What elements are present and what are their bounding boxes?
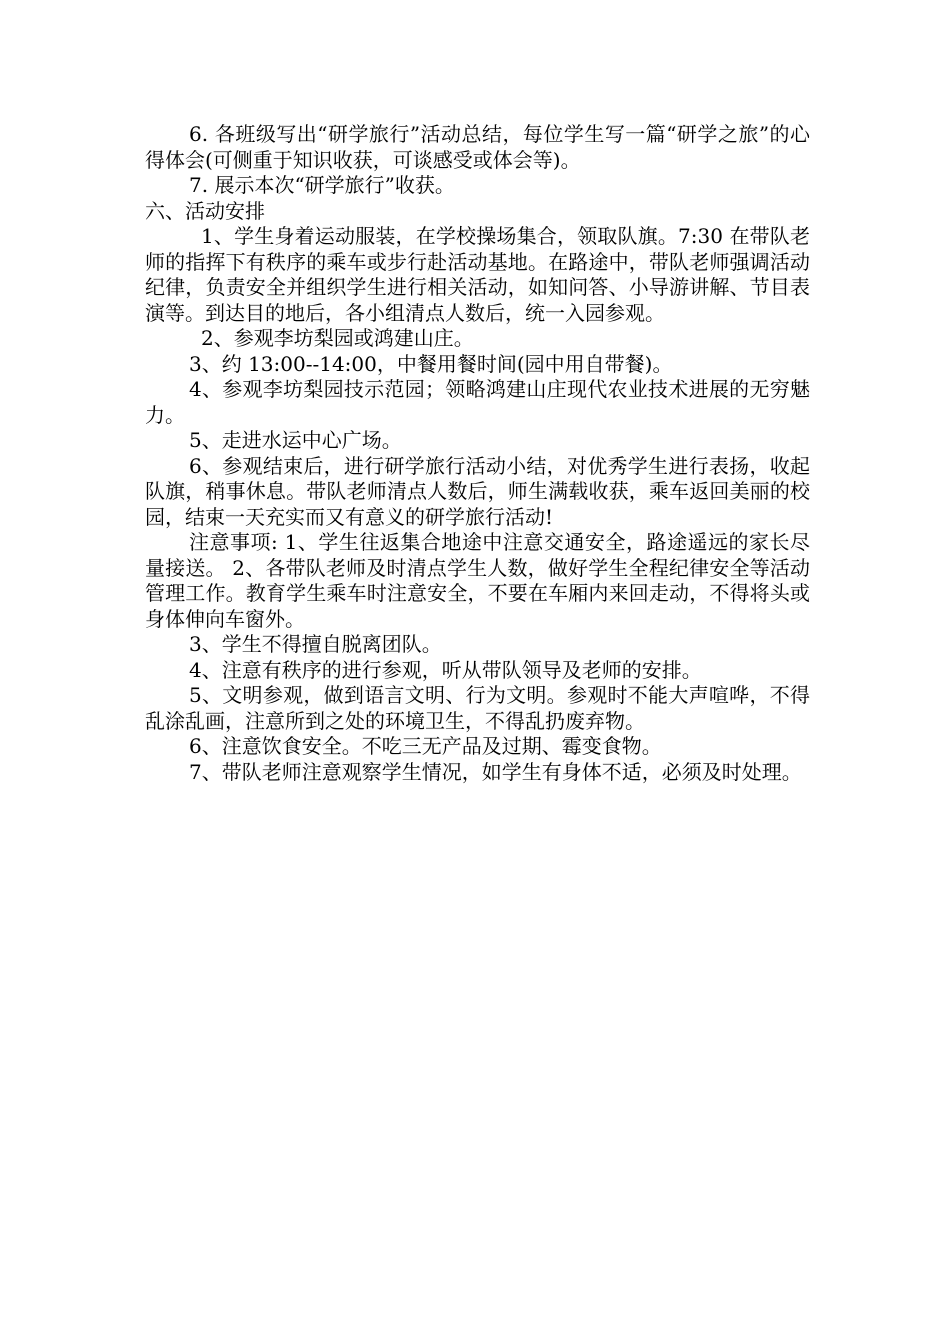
document-body bbox=[145, 122, 810, 785]
paragraph-schedule-6: 6、参观结束后，进行研学旅行活动小结，对优秀学生进行表扬，收起队旗，稍事休息。带队老师清点人数后，师生满载收获，乘车返回美丽的校园，结束一天充实而又有意义的研学旅行活动! bbox=[145, 453, 810, 529]
paragraph-note-7: 7、带队老师注意观察学生情况，如学生有身体不适，必须及时处理。 bbox=[189, 759, 802, 784]
paragraph-notes-intro: 注意事项: 1、学生往返集合地途中注意交通安全，路途遥远的家长尽量接送。 2、各带队老师及时清点学生人数，做好学生全程纪律安全等活动管理工作。教育学生乘车时注意安全，不要在车厢内来回走动，不得将头或身体伸向车窗外。 bbox=[145, 530, 810, 631]
paragraph-schedule-1: 1、学生身着运动服装，在学校操场集合，领取队旗。7:30 在带队老师的指挥下有秩序的乘车或步行赴活动基地。在路途中，带队老师强调活动纪律，负责安全并组织学生进行相关活动，如知问答、小导游讲解、节目表演等。到达目的地后，各小组清点人数后，统一入园参观。 bbox=[145, 224, 810, 325]
paragraph-note-6: 6、注意饮食安全。不吃三无产品及过期、霉变食物。 bbox=[189, 734, 662, 758]
paragraph-summary: 6. 各班级写出“研学旅行”活动总结，每位学生写一篇“研学之旅”的心得体会(可侧重于知识收获，可谈感受或体会等)。 bbox=[145, 122, 810, 172]
paragraph-schedule-4: 4、参观李坊梨园技示范园；领略鸿建山庄现代农业技术进展的无穷魅力。 bbox=[145, 377, 810, 427]
paragraph-show-results: 7. 展示本次“研学旅行”收获。 bbox=[189, 173, 455, 197]
paragraph-schedule-2: 2、参观李坊梨园或鸿建山庄。 bbox=[201, 326, 474, 350]
paragraph-note-5: 5、文明参观，做到语言文明、行为文明。参观时不能大声喧哗，不得乱涂乱画，注意所到之处的环境卫生，不得乱扔废弃物。 bbox=[145, 683, 810, 733]
paragraph-note-3: 3、学生不得擅自脱离团队。 bbox=[189, 632, 442, 656]
paragraph-schedule-3: 3、约 13:00--14:00，中餐用餐时间(园中用自带餐)。 bbox=[189, 351, 673, 376]
section-heading-activity-schedule: 六、活动安排 bbox=[145, 198, 265, 223]
paragraph-note-4: 4、注意有秩序的进行参观，听从带队领导及老师的安排。 bbox=[189, 657, 702, 682]
paragraph-schedule-5: 5、走进水运中心广场。 bbox=[189, 428, 402, 452]
